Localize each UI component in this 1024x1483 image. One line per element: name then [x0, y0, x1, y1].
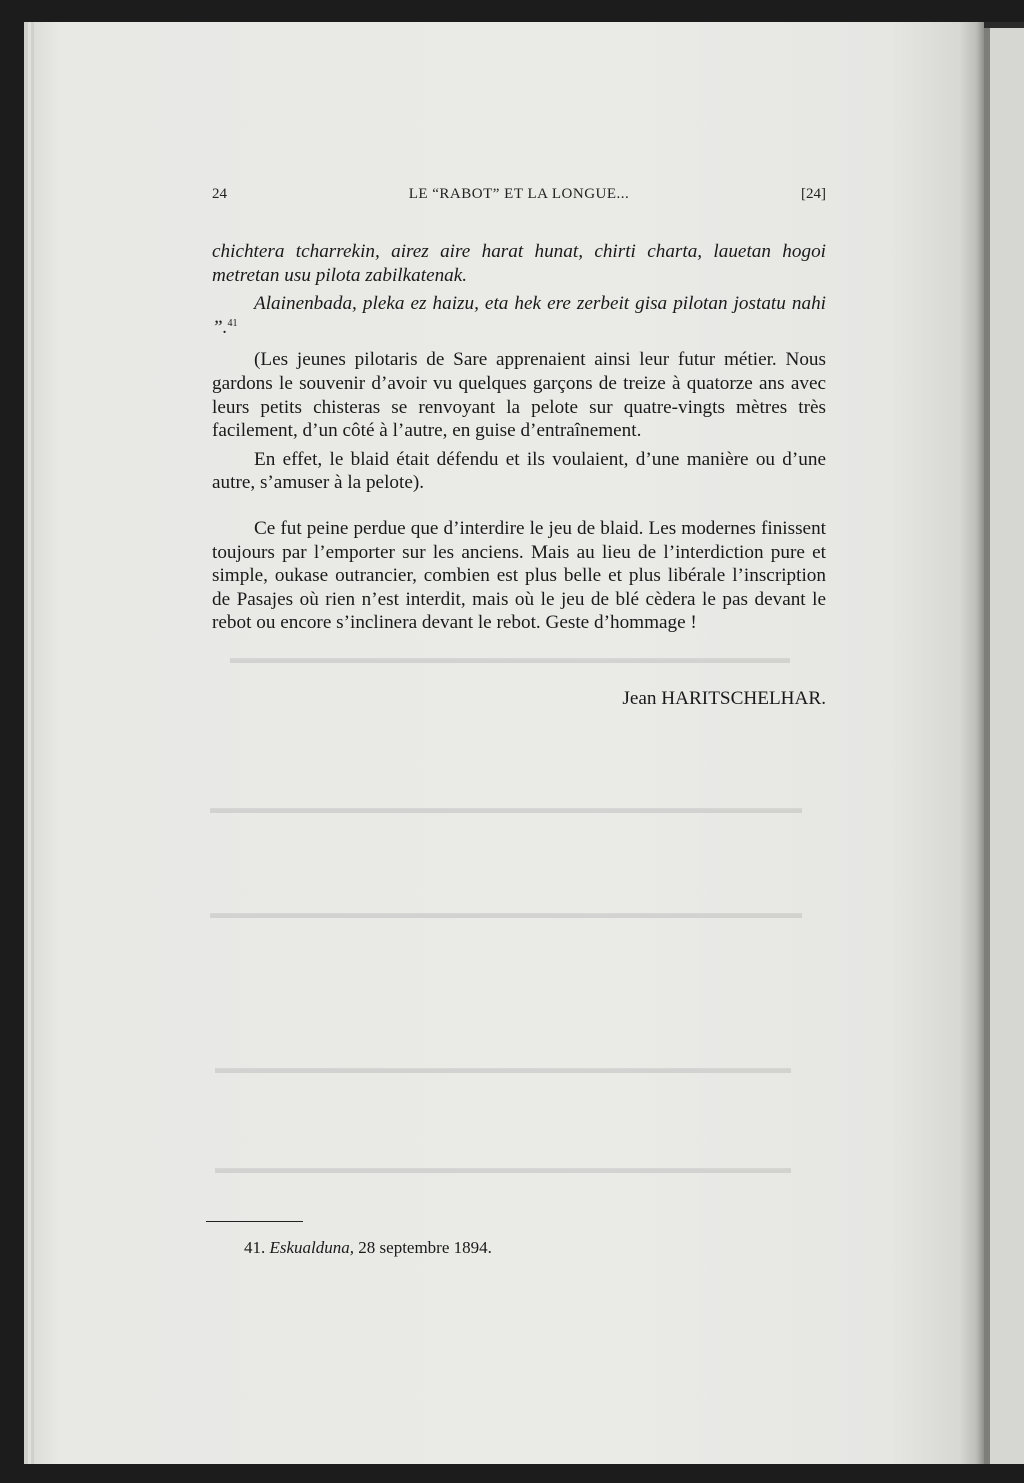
- footnote-source: Eskualduna,: [269, 1238, 355, 1257]
- bracket-page-number: [24]: [801, 186, 826, 202]
- running-title: LE “RABOT” ET LA LONGUE...: [408, 186, 630, 202]
- book-gutter: [958, 22, 984, 1464]
- footnote-ref: 41: [227, 317, 238, 329]
- paragraph: Ce fut peine perdue que d’interdire le jeu de blaid. Les modernes finissent toujours par l’emporter sur les anciens. Mais au lieu de l’interdiction pure et simple, oukase outrancier, combien est plus belle et plus libérale l’inscription de Pasajes où rien n’est interdit, mais où le jeu de blé cèdera le pas devant le rebot ou encore s’inclinera devant le rebot. Geste d’hommage !: [212, 517, 826, 634]
- book-page: [34, 22, 984, 1464]
- facing-page-edge: [984, 28, 1024, 1464]
- basque-quote-end: [212, 292, 826, 339]
- author-signature: Jean HARITSCHELHAR.: [622, 688, 826, 709]
- footnote-number: 41.: [244, 1238, 266, 1257]
- scan-border-top: [0, 0, 1024, 22]
- footnote-rule: [206, 1221, 303, 1222]
- basque-quote-text: Alainenbada, pleka ez haizu, eta hek ere zerbeit gisa pilotan jostatu nahi ”.: [212, 293, 826, 338]
- footnote: [244, 1238, 492, 1258]
- bleed-through: ▬▬▬▬▬▬▬▬▬▬▬▬▬▬▬▬▬▬▬▬▬▬▬▬▬▬▬▬▬▬▬▬▬▬▬▬: [215, 1160, 791, 1177]
- facing-page-shadow: [984, 28, 990, 1464]
- paragraph: (Les jeunes pilotaris de Sare apprenaient ainsi leur futur métier. Nous gardons le souvenir d’avoir vu quelques garçons de treize à quatorze ans avec leurs petits chisteras se renvoyant la pelote sur quatre-vingts mètres très facilement, d’un côté à l’autre, en guise d’entraînement.: [212, 349, 826, 442]
- page-number: 24: [212, 186, 227, 202]
- bleed-through: ▬▬▬▬▬▬▬▬▬▬▬▬▬▬▬▬▬▬▬▬▬▬▬▬▬▬▬▬▬▬▬▬▬▬▬▬▬: [210, 905, 802, 922]
- scan-border-bottom: [0, 1464, 1024, 1483]
- footnote-date: 28 septembre 1894.: [358, 1238, 492, 1257]
- bleed-through: ▬▬▬▬▬▬▬▬▬▬▬▬▬▬▬▬▬▬▬▬▬▬▬▬▬▬▬▬▬▬▬▬▬▬▬: [230, 650, 790, 667]
- paragraph: En effet, le blaid était défendu et ils voulaient, d’une manière ou d’une autre, s’amuser à la pelote).: [212, 448, 826, 494]
- bleed-through: ▬▬▬▬▬▬▬▬▬▬▬▬▬▬▬▬▬▬▬▬▬▬▬▬▬▬▬▬▬▬▬▬▬▬▬▬▬: [210, 800, 802, 817]
- running-header: [212, 186, 826, 210]
- basque-quote-continuation: chichtera tcharrekin, airez aire harat hunat, chirti charta, lauetan hogoi metretan usu pilota zabilkatenak.: [212, 241, 826, 286]
- bleed-through: ▬▬▬▬▬▬▬▬▬▬▬▬▬▬▬▬▬▬▬▬▬▬▬▬▬▬▬▬▬▬▬▬▬▬▬▬: [215, 1060, 791, 1077]
- body-text: [212, 240, 826, 635]
- scan-border-left: [0, 0, 24, 1483]
